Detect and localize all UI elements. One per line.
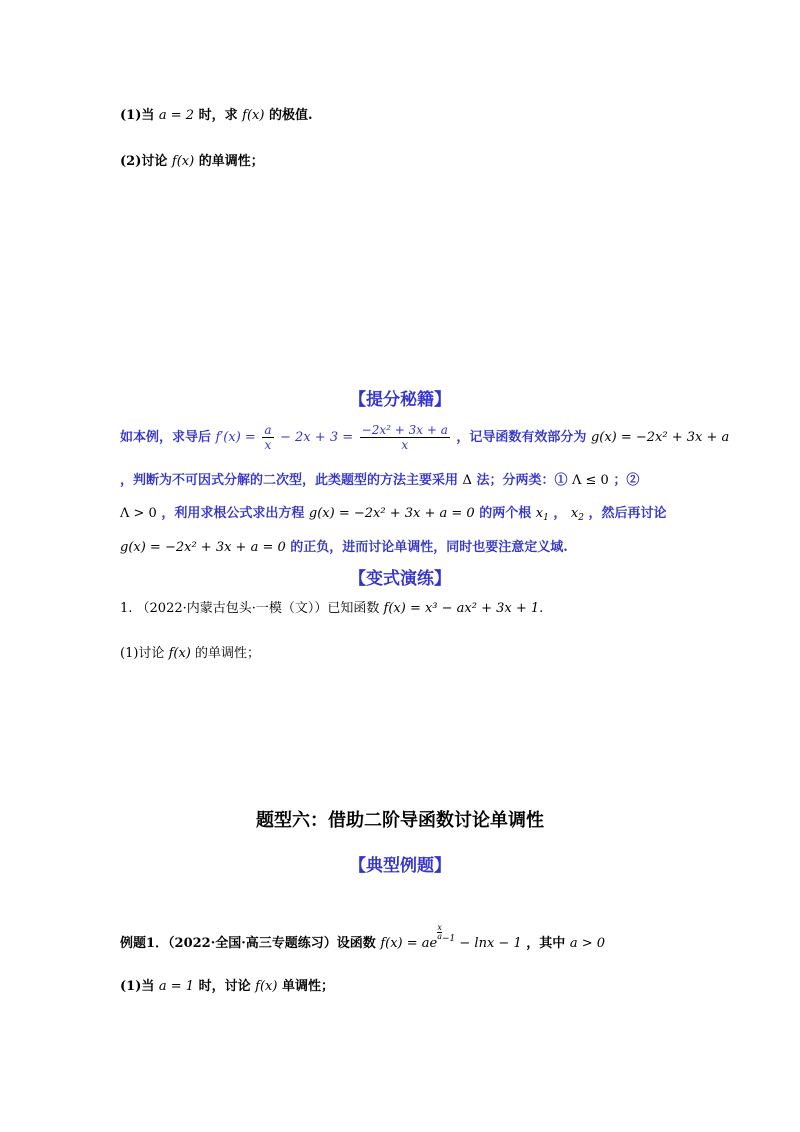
variant-item-1-q1 <box>120 642 260 661</box>
example-1-exponent: $\frac{x}{a}$ <box>437 923 442 941</box>
example-heading: 【典型例题】 <box>349 856 451 876</box>
example-1-q1-prefix: (1)当 <box>120 979 155 994</box>
q1-prefix: (1)当 <box>120 108 155 123</box>
variant-q1-suffix: 的单调性； <box>195 646 261 661</box>
section-title: 题型六：借助二阶导函数讨论单调性 <box>256 810 544 831</box>
tip-case-1: Λ ≤ 0 <box>572 473 609 488</box>
tip-l3-f: ， <box>553 506 567 521</box>
tip-fraction-2-den: x <box>401 438 409 452</box>
example-1 <box>120 924 605 951</box>
example-1-function: f(x) = ae $\frac{x}{a}$ $^{-1}$ − lnx − 1 <box>380 923 522 951</box>
tip-line-2 <box>120 469 639 488</box>
tip-fraction-2-num: −2x² + 3x + a <box>361 423 448 437</box>
tip-l1-d: ，记导函数有效部分为 <box>456 430 587 445</box>
tip-line-1 <box>120 423 729 452</box>
q2-prefix: (2)讨论 <box>120 154 168 169</box>
example-1-q1-mid: 时，讨论 <box>198 979 251 994</box>
tip-l3-d: 的两个根 <box>479 506 532 521</box>
example-1-q1 <box>120 975 334 994</box>
q2-suffix: 的单调性； <box>198 154 264 169</box>
tip-l2-a: ，判断为不可因式分解的二次型，此类题型的方法主要采用 <box>120 473 459 488</box>
q2-function: f(x) <box>171 154 195 169</box>
tip-l2-e: ；② <box>613 473 640 488</box>
q1-condition: a = 2 <box>158 108 195 123</box>
tip-l1-c: − 2x + 3 = <box>280 430 354 445</box>
tip-line-3 <box>120 502 667 523</box>
tip-equation: g(x) = −2x² + 3x + a = 0 <box>308 506 475 521</box>
tip-l1-a: 如本例，求导后 <box>120 430 212 445</box>
variant-item-1-function: f(x) = x³ − ax² + 3x + 1. <box>383 601 544 616</box>
tip-case-2: Λ > 0 <box>120 506 157 521</box>
example-1-mid: ，其中 <box>526 936 566 951</box>
example-1-q1-condition: a = 1 <box>158 979 195 994</box>
tip-root-2: $x_2$ <box>570 506 584 523</box>
tip-l3-b: ，利用求根公式求出方程 <box>161 506 305 521</box>
question-2 <box>120 150 264 169</box>
tip-heading: 【提分秘籍】 <box>349 390 451 410</box>
tip-root-1: $x_1$ <box>535 506 549 523</box>
example-1-condition: a > 0 <box>569 936 605 951</box>
question-1 <box>120 104 313 123</box>
tip-fraction-1-num: a <box>264 423 272 437</box>
tip-equation-2: g(x) = −2x² + 3x + a = 0 <box>120 540 286 555</box>
tip-l3-h: ，然后再讨论 <box>588 506 667 521</box>
variant-heading: 【变式演练】 <box>349 569 451 589</box>
example-1-prefix: 例题1．（2022·全国·高三专题练习）设函数 <box>120 936 376 951</box>
q1-suffix: 的极值. <box>268 108 313 123</box>
q1-function: f(x) <box>242 108 265 123</box>
tip-fraction-1-den: x <box>264 438 272 452</box>
tip-g-function: g(x) = −2x² + 3x + a <box>590 430 730 445</box>
tip-l2-c: 法；分两类：① <box>476 473 568 488</box>
variant-q1-prefix: (1)讨论 <box>120 646 165 661</box>
example-1-q1-function: f(x) <box>255 979 278 994</box>
tip-l4-b: 的正负，进而讨论单调性，同时也要注意定义域. <box>290 540 568 555</box>
variant-item-1-prefix: 1. （2022·内蒙古包头·一模（文））已知函数 <box>120 601 380 616</box>
tip-derivative: f′(x) = <box>215 430 256 445</box>
variant-item-1 <box>120 597 543 616</box>
tip-fraction-2 <box>360 423 450 452</box>
example-1-q1-suffix: 单调性； <box>281 979 334 994</box>
q1-mid: 时，求 <box>198 108 238 123</box>
tip-fraction-1 <box>262 423 273 452</box>
variant-q1-function: f(x) <box>168 646 191 661</box>
tip-line-4 <box>120 536 568 555</box>
tip-delta: Δ <box>462 473 472 488</box>
